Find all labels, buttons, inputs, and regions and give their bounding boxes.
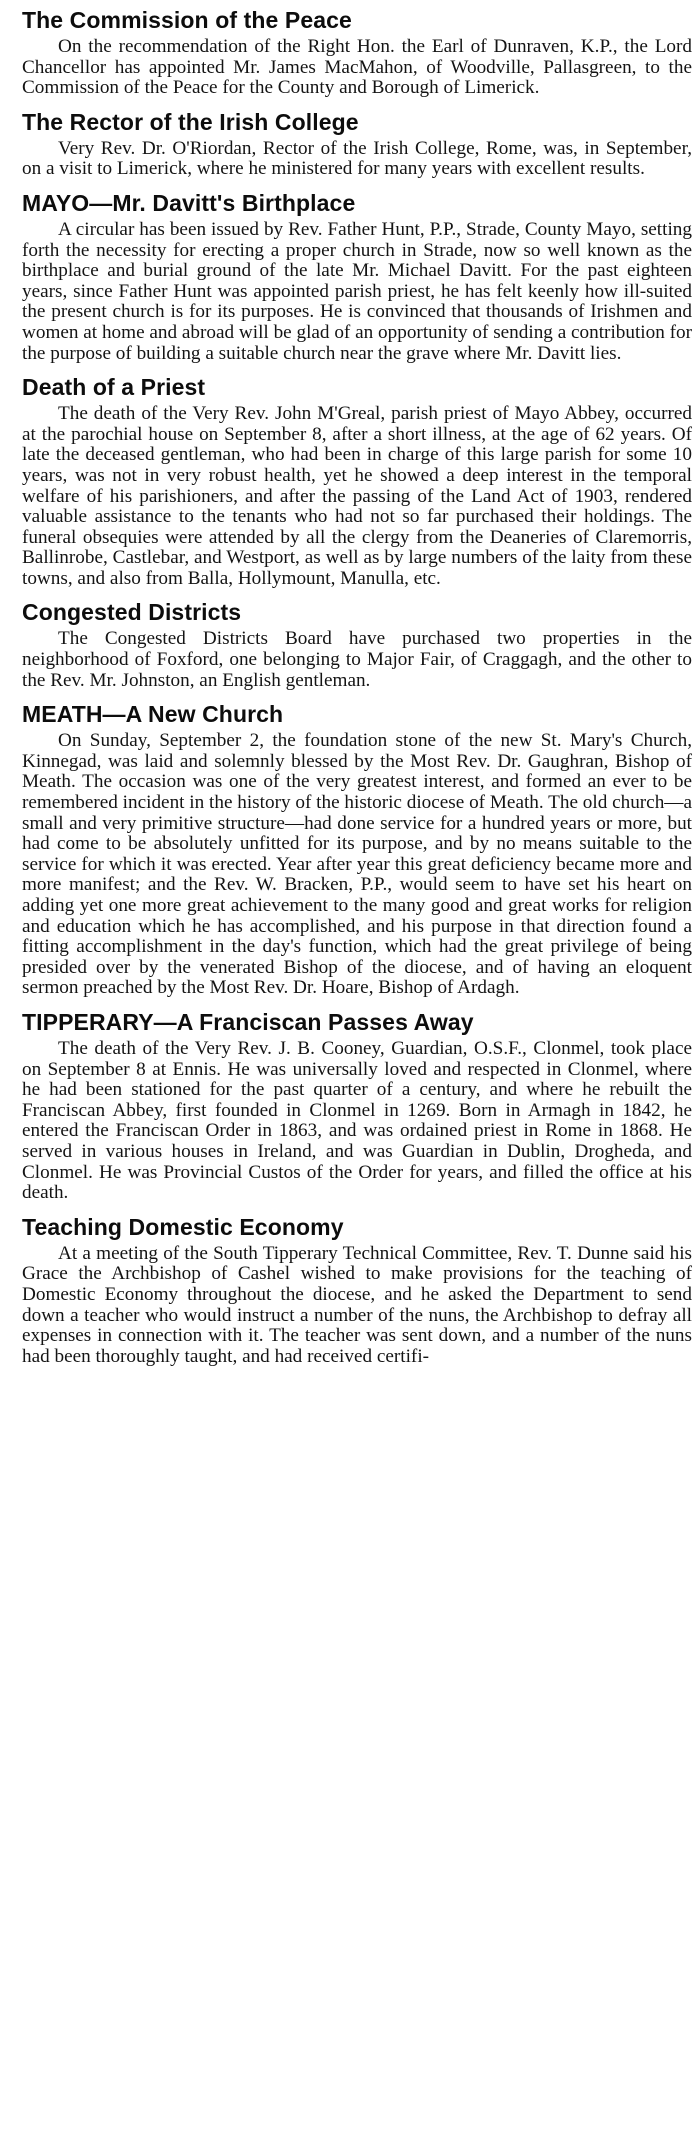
article-body: At a meeting of the South Tipperary Technical Committee, Rev. T. Dunne said his Grace the Archbishop of Cashel wished to make provisions for the teaching of Domestic Economy throughout the diocese, and he asked the Department to send down a teacher who would instruct a number of the nuns, the Archbishop to defray all expenses in connection with it. The teacher was sent down, and a number of the nuns had been thoroughly taught, and had received certifi-: [22, 1242, 692, 1367]
article-teaching-domestic-economy: [22, 1213, 692, 1368]
article-headline: MEATH—A New Church: [22, 701, 284, 728]
article-headline: MAYO—Mr. Davitt's Birthplace: [22, 189, 356, 216]
newspaper-column: [22, 6, 692, 1376]
article-headline: Teaching Domestic Economy: [22, 1213, 344, 1240]
article-headline: The Commission of the Peace: [22, 7, 352, 33]
article-rector-irish-college: [22, 108, 692, 180]
article-headline: TIPPERARY—A Franciscan Passes Away: [22, 1008, 474, 1035]
article-body: The death of the Very Rev. John M'Greal, parish priest of Mayo Abbey, occurred at the parochial house on September 8, after a short illness, at the age of 62 years. Of late the deceased gentleman, who had been in charge of this large parish for some 10 years, was not in very robust health, yet he showed a deep interest in the temporal welfare of his parishioners, and after the passing of the Land Act of 1903, rendered valuable assistance to the tenants who had not so far purchased their holdings. The funeral obsequies were attended by all the clergy from the Deaneries of Claremorris, Ballinrobe, Castlebar, and Westport, as well as by large numbers of the laity from these towns, and also from Balla, Hollymount, Manulla, etc.: [22, 403, 692, 589]
article-congested-districts: [22, 598, 692, 691]
article-meath-new-church: [22, 700, 692, 999]
article-death-of-a-priest: [22, 373, 692, 589]
article-body: The death of the Very Rev. J. B. Cooney, Guardian, O.S.F., Clonmel, took place on September 8 at Ennis. He was universally loved and respected in Clonmel, where he had been stationed for the past quarter of a century, and where he rebuilt the Franciscan Abbey, first founded in Clonmel in 1269. Born in Armagh in 1842, he entered the Franciscan Order in 1863, and was ordained priest in Rome in 1868. He served in various houses in Ireland, and was Guardian in Dublin, Drogheda, and Clonmel. He was Provincial Custos of the Order for years, and filled the office at his death.: [22, 1037, 692, 1204]
article-tipperary-franciscan: [22, 1008, 692, 1204]
article-body: A circular has been issued by Rev. Father Hunt, P.P., Strade, County Mayo, setting forth the necessity for erecting a proper church in Strade, now so well known as the birthplace and burial ground of the late Mr. Michael Davitt. For the past eighteen years, since Father Hunt was appointed parish priest, he has felt keenly how ill-suited the present church is for its purposes. He is convinced that thousands of Irishmen and women at home and abroad will be glad of an opportunity of sending a contribution for the purpose of building a suitable church near the grave where Mr. Davitt lies.: [22, 218, 692, 364]
article-mayo-davitt-birthplace: [22, 189, 692, 364]
article-headline: Death of a Priest: [22, 374, 206, 401]
article-body: The Congested Districts Board have purchased two properties in the neighborhood of Foxford, one belonging to Major Fair, of Craggagh, and the other to the Rev. Mr. Johnston, an English gentleman.: [22, 628, 692, 691]
article-headline: Congested Districts: [22, 599, 242, 626]
article-body: On Sunday, September 2, the foundation stone of the new St. Mary's Church, Kinnegad, was laid and solemnly blessed by the Most Rev. Dr. Gaughran, Bishop of Meath. The occasion was one of the very greatest interest, and formed an ever to be remembered incident in the history of the historic diocese of Meath. The old church—a small and very primitive structure—had done service for a hundred years or more, but had come to be absolutely unfitted for its purpose, and by no means suitable to the service for which it was erected. Year after year this great deficiency became more and more manifest; and the Rev. W. Bracken, P.P., would seem to have set his heart on adding yet one more great achievement to the many good and great works for religion and education which he has accomplished, and his purpose in that direction found a fitting accomplishment in the day's function, which had the great privilege of being presided over by the venerated Bishop of the diocese, and of having an eloquent sermon preached by the Most Rev. Dr. Hoare, Bishop of Ardagh.: [22, 730, 692, 999]
article-headline: The Rector of the Irish College: [22, 108, 359, 135]
article-body: Very Rev. Dr. O'Riordan, Rector of the Irish College, Rome, was, in September, on a visit to Limerick, where he ministered for many years with excellent results.: [22, 137, 692, 180]
article-body: On the recommendation of the Right Hon. the Earl of Dunraven, K.P., the Lord Chancellor has appointed Mr. James MacMahon, of Woodville, Pallasgreen, to the Commission of the Peace for the County and Borough of Limerick.: [22, 36, 692, 99]
article-commission-of-the-peace: [22, 6, 692, 99]
